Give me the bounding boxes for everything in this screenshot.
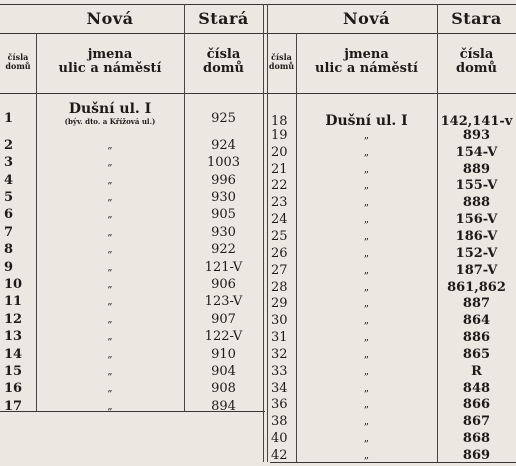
right-row-old-number: 187-V	[455, 262, 498, 278]
left-row-number: 16	[4, 381, 23, 397]
left-row-number: 13	[4, 329, 23, 345]
right-row-number: 22	[271, 178, 288, 194]
right-row-street: „	[363, 197, 370, 209]
left-row-old-number: 924	[211, 137, 236, 153]
left-row-old-number: 904	[211, 364, 236, 379]
right-row-street: „	[363, 180, 370, 192]
left-row-old-number: 894	[211, 398, 236, 414]
left-row-old-number: 123-V	[204, 294, 243, 310]
left-row-number: 3	[4, 155, 14, 171]
right-row-street: „	[363, 332, 370, 344]
left-row-old-number: 122-V	[204, 329, 243, 345]
left-old-header: Stará	[198, 9, 249, 28]
left-row-street: „	[107, 226, 113, 238]
right-row-old-number: R	[471, 363, 482, 379]
left-ulic-label: ulic a náměstí	[58, 61, 162, 76]
right-row-street: „	[363, 214, 370, 226]
left-row-street: „	[107, 157, 113, 169]
left-first-street: Dušní ul. I	[68, 101, 152, 117]
left-row-old-number: 930	[211, 224, 236, 240]
right-row-old-number: 888	[462, 195, 491, 211]
left-row-street: „	[107, 174, 113, 186]
right-row-number: 27	[271, 262, 288, 278]
right-old-sub-header	[437, 48, 516, 76]
right-row-street: „	[363, 382, 370, 394]
left-row-street: „	[107, 192, 113, 203]
left-row-number: 1	[4, 111, 14, 126]
right-row-number: 28	[271, 279, 288, 295]
left-row-old-number: 996	[211, 172, 236, 188]
right-row-old-number: 156-V	[455, 212, 498, 228]
right-new-header: Nová	[343, 9, 390, 28]
left-row-number: 7	[4, 224, 14, 240]
left-row-street: „	[107, 296, 113, 308]
left-row-street: „	[107, 261, 113, 273]
left-row-number: 11	[4, 294, 23, 310]
right-row-number: 19	[271, 127, 288, 143]
right-row-street: „	[363, 433, 370, 445]
right-domu-label: domů	[268, 61, 295, 71]
left-row-number: 15	[4, 364, 23, 379]
right-row-number: 38	[271, 414, 288, 430]
header-rule	[0, 33, 516, 34]
right-jmena-label: jmena	[344, 47, 389, 62]
left-row-number: 9	[4, 259, 14, 275]
right-row-street: „	[363, 281, 370, 293]
left-street-header	[36, 48, 184, 76]
left-row-street: „	[107, 400, 113, 412]
right-row-number: 23	[271, 195, 288, 211]
right-row-street: Dušní ul. I	[325, 113, 408, 129]
right-row-number: 33	[271, 363, 288, 379]
left-row-number: 17	[4, 398, 23, 414]
left-old-cisla-label: čísla	[206, 47, 241, 62]
right-row-street: „	[363, 247, 370, 259]
right-row-number: 29	[271, 296, 288, 312]
right-row-old-number: 152-V	[455, 245, 498, 261]
left-row-number: 2	[4, 137, 14, 153]
left-new-header: Nová	[86, 9, 134, 28]
center-rule-b	[267, 4, 268, 462]
left-old-sub-header	[184, 48, 263, 76]
right-row-number: 40	[271, 431, 288, 447]
left-row-old-number: 906	[211, 277, 236, 292]
right-row-old-number: 155-V	[455, 178, 498, 194]
left-row-old-number: 925	[211, 111, 236, 126]
left-row-old-number: 907	[211, 311, 236, 327]
right-row-old-number: 154-V	[455, 144, 498, 160]
right-row-street: „	[363, 230, 370, 242]
right-row-old-number: 866	[462, 397, 491, 413]
left-row-old-number: 910	[211, 346, 236, 362]
right-row-old-number: 864	[462, 313, 491, 329]
right-row-old-number: 893	[462, 127, 491, 143]
right-row-old-number: 886	[462, 330, 491, 346]
left-row-number: 6	[4, 207, 14, 223]
right-row-number: 36	[271, 397, 288, 413]
left-first-street-note: (býv. dto. a Křížová ul.)	[64, 117, 156, 126]
left-row-street: „	[107, 348, 113, 360]
left-cislo-header	[0, 53, 36, 71]
left-row-old-number: 905	[211, 207, 236, 223]
left-row-old-number: 1003	[206, 155, 241, 171]
left-jmena-label: jmena	[87, 47, 133, 62]
left-row-street: „	[107, 383, 113, 395]
left-row-old-number: 908	[211, 381, 236, 397]
left-row-number: 8	[4, 242, 14, 258]
right-row-old-number: 142,141-v	[440, 114, 513, 129]
right-ulic-label: ulic a náměstí	[315, 61, 418, 76]
right-row-number: 25	[271, 228, 288, 244]
left-domu-label: domů	[5, 61, 31, 71]
right-row-number: 18	[271, 114, 288, 129]
left-row-street: „	[107, 313, 113, 325]
right-row-old-number: 848	[462, 380, 491, 396]
right-row-old-number: 867	[462, 414, 491, 430]
right-row-street: „	[363, 450, 370, 461]
subheader-rule	[0, 93, 516, 94]
right-row-number: 31	[271, 330, 288, 346]
right-row-number: 34	[271, 380, 288, 396]
left-row-street: „	[107, 139, 113, 151]
right-row-street: „	[363, 298, 370, 310]
left-row-old-number: 922	[211, 242, 236, 258]
left-row-number: 12	[4, 311, 23, 327]
right-row-old-number: 865	[462, 346, 491, 362]
left-row-street: „	[107, 366, 113, 377]
left-row-street: „	[107, 279, 113, 290]
right-row-street: „	[363, 348, 370, 360]
left-row-street: „	[107, 244, 113, 256]
center-rule-a	[263, 4, 264, 462]
left-row-old-number: 121-V	[204, 259, 243, 275]
right-old-header: Stara	[451, 9, 502, 28]
right-old-cisla-label: čísla	[459, 47, 494, 62]
left-row-street: „	[107, 331, 113, 343]
left-row-street: „	[107, 209, 113, 221]
right-row-number: 32	[271, 346, 288, 362]
right-row-old-number: 869	[462, 448, 491, 463]
right-row-old-number: 868	[462, 431, 491, 447]
right-row-street: „	[363, 129, 370, 141]
left-row-old-number: 930	[211, 190, 236, 205]
left-old-domu-label: domů	[203, 61, 244, 76]
right-row-number: 42	[271, 448, 288, 463]
right-row-number: 30	[271, 313, 288, 329]
right-street-header	[296, 48, 437, 76]
right-row-street: „	[363, 264, 370, 276]
right-row-street: „	[363, 315, 370, 327]
left-cislo-label: čísla	[7, 52, 29, 62]
left-row-number: 10	[4, 277, 23, 292]
right-row-old-number: 887	[462, 296, 491, 312]
right-cislo-header	[267, 53, 296, 71]
right-row-street: „	[363, 365, 370, 377]
left-row-number: 5	[4, 190, 14, 205]
top-rule	[0, 4, 516, 5]
right-row-street: „	[363, 416, 370, 428]
right-row-number: 20	[271, 144, 288, 160]
right-row-number: 26	[271, 245, 288, 261]
right-row-old-number: 861,862	[447, 279, 506, 295]
right-row-street: „	[363, 399, 370, 411]
right-row-old-number: 889	[462, 161, 491, 177]
right-row-old-number: 186-V	[455, 228, 498, 244]
right-row-street: „	[363, 146, 370, 158]
left-row-number: 4	[4, 172, 14, 188]
right-row-street: „	[363, 163, 370, 175]
right-row-number: 21	[271, 161, 288, 177]
left-row-number: 14	[4, 346, 23, 362]
right-old-domu-label: domů	[456, 61, 497, 76]
right-cislo-label: čísla	[271, 52, 292, 62]
right-row-number: 24	[271, 212, 288, 228]
